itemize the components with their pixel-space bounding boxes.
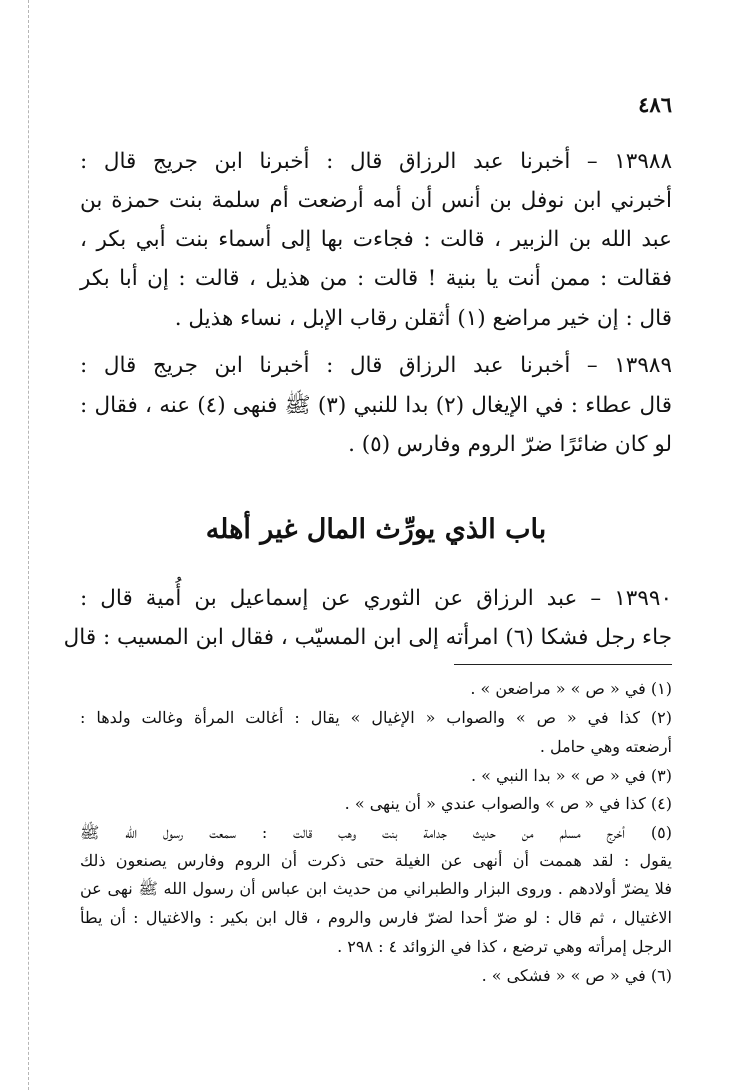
text-line: عبد الله بن الزبير ، قالت : فجاءت بها إلى أسماء بنت أبي بكر ، [80,227,672,252]
footnote-separator [454,664,672,665]
footnote-line: (٣) في « ص » « بدا النبي » . [470,766,672,785]
text-line: قال : إن خير مراضع (١) أثقلن رقاب الإبل ، نساء هذيل . [174,306,672,331]
chapter-heading: باب الذي يورِّث المال غير أهله [205,514,547,545]
footnote-line: فلا يضرّ أولادهم . وروى البزار والطبراني من حديث ابن عباس أن رسول الله ﷺ نهى عن [80,879,672,898]
text-line: ١٣٩٨٩ – أخبرنا عبد الرزاق قال : أخبرنا ابن جريج قال : [80,353,672,378]
text-line: ١٣٩٨٨ – أخبرنا عبد الرزاق قال : أخبرنا ابن جريج قال : [80,149,672,174]
text-line: فقالت : ممن أنت يا بنية ! قالت : من هذيل ، قالت : إن أبا بكر [80,266,672,291]
text-line: قال عطاء : في الإيغال (٢) بدا للنبي (٣) ﷺ فنهى (٤) عنه ، فقال : [80,393,673,418]
text-line: لو كان ضائرًا ضرّ الروم وفارس (٥) . [348,432,672,457]
footnote-line: (٤) كذا في « ص » والصواب عندي « أن ينهى » . [344,794,672,813]
text-line: ١٣٩٩٠ – عبد الرزاق عن الثوري عن إسماعيل بن أُمية قال : [80,586,672,611]
footnote-line: الرجل إمرأته وهي ترضع ، كذا في الزوائد ٤ : ٢٩٨ . [337,937,672,956]
page-number: ٤٨٦ [638,92,672,117]
text-line: جاء رجل فشكا (٦) امرأته إلى ابن المسيّب ، فقال ابن المسيب : قال [63,625,672,650]
footnote-line: (٢) كذا في « ص » والصواب « الإغيال » يقال : أغالت المرأة وغالت ولدها : [80,708,672,727]
footnote-line: (٦) في « ص » « فشكى » . [481,966,672,985]
text-line: أخبرني ابن نوفل بن أنس أن أمه أرضعت أم سلمة بنت حمزة بن [80,188,672,213]
footnote-line: يقول : لقد هممت أن أنهى عن الغيلة حتى ذكرت أن الروم وفارس يصنعون ذلك [80,851,672,870]
footnote-line: (٥) أخرج مسلم من حديث جدامة بنت وهب قالت : سمعت رسول الله ﷺ [80,823,672,842]
footnote-line: (١) في « ص » « مراضعن » . [470,679,672,698]
footnote-line: الاغتيال ، ثم قال : لو ضرّ أحدا لضرّ فارس والروم ، قال ابن بكير : والاغتيال : أن يطأ [80,908,672,927]
book-page [63,0,673,1090]
page-binding-line [28,0,29,1090]
footnote-line: أرضعته وهي حامل . [539,737,672,756]
